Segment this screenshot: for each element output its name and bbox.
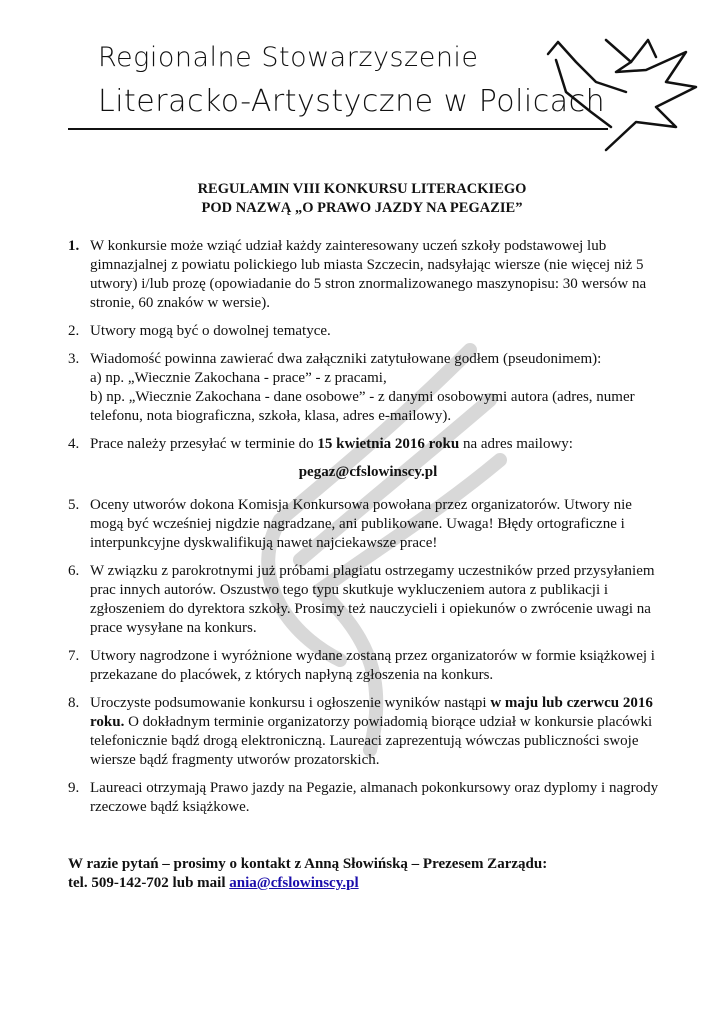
deadline-date: 15 kwietnia 2016 roku xyxy=(317,436,460,452)
rule-item xyxy=(68,647,668,685)
letterhead xyxy=(68,32,708,142)
contact-email-link[interactable]: ania@cfslowinscy.pl xyxy=(229,875,359,891)
rule-item xyxy=(68,496,668,553)
rule-number: 5. xyxy=(68,497,80,513)
rule-text: O dokładnym terminie organizatorzy powiadomią biorące udział w konkursie placówki telefonicznie bądź drogą elektroniczną. Laureaci zaprezentują wówczas publiczności swoje wiersze bądź fragmenty utworów prozatorskich. xyxy=(90,714,653,768)
rule-number: 9. xyxy=(68,780,80,796)
rule-item xyxy=(68,322,668,341)
pegasus-logo-icon xyxy=(536,32,701,152)
rule-number: 4. xyxy=(68,436,80,452)
contact-line: W razie pytań – prosimy o kontakt z Anną Słowińską – Prezesem Zarządu: xyxy=(68,856,548,872)
rule-number: 6. xyxy=(68,563,80,579)
rule-item xyxy=(68,562,668,638)
rule-number: 8. xyxy=(68,695,80,711)
rule-subitem-b: b) np. „Wiecznie Zakochana - dane osobowe” - z danymi osobowymi autora (adres, numer telefonu, nota biograficzna, szkoła, klasa, adres e-mailowy). xyxy=(90,389,635,424)
organization-name-line2: Literacko-Artystyczne w Policach xyxy=(98,84,606,119)
document-title xyxy=(0,180,724,218)
rule-item xyxy=(68,350,668,426)
rule-text: Laureaci otrzymają Prawo jazdy na Pegazie, almanach pokonkursowy oraz dyplomy i nagrody rzeczowe bądź książkowe. xyxy=(90,780,659,815)
rule-item xyxy=(68,435,668,454)
rule-text: na adres mailowy: xyxy=(459,436,573,452)
title-line1: REGULAMIN VIII KONKURSU LITERACKIEGO xyxy=(197,181,527,197)
rule-text: W konkursie może wziąć udział każdy zainteresowany uczeń szkoły podstawowej lub gimnazjalnej z powiatu polickiego lub miasta Szczecin, nadsyłając wiersze (nie więcej niż 5 utwory) i/lub prozę (opowiadanie do 5 stron znormalizowanego maszynopisu: 30 wersów na stronie, 60 znaków w wersie). xyxy=(90,238,647,311)
rule-text: Utwory mogą być o dowolnej tematyce. xyxy=(90,323,331,339)
rule-text: Wiadomość powinna zawierać dwa załączniki zatytułowane godłem (pseudonimem): xyxy=(90,351,602,367)
rule-number: 3. xyxy=(68,351,80,367)
rule-text: Prace należy przesyłać w terminie do xyxy=(90,436,318,452)
title-line2: POD NAZWĄ „O PRAWO JAZDY NA PEGAZIE” xyxy=(201,200,523,216)
rules-list xyxy=(68,237,668,826)
contact-phone-line xyxy=(68,874,688,893)
rule-item xyxy=(68,237,668,313)
rule-number: 7. xyxy=(68,648,80,664)
contact-footer xyxy=(68,855,688,893)
rule-number: 2. xyxy=(68,323,80,339)
phone-text: tel. 509-142-702 lub mail xyxy=(68,875,230,891)
submission-email: pegaz@cfslowinscy.pl xyxy=(298,464,438,480)
rule-subitem-a: a) np. „Wiecznie Zakochana - prace” - z pracami, xyxy=(90,370,387,386)
header-rule xyxy=(68,128,608,130)
organization-name-line1: Regionalne Stowarzyszenie xyxy=(98,42,479,73)
rule-text: Oceny utworów dokona Komisja Konkursowa powołana przez organizatorów. Utwory nie mogą być wcześniej nigdzie nagradzane, ani publikowane. Uwaga! Błędy ortograficzne i interpunkcyjne dyskwalifikują nawet najciekawsze prace! xyxy=(90,497,632,551)
rule-text: W związku z parokrotnymi już próbami plagiatu ostrzegamy uczestników przed przysyłaniem prac innych autorów. Oszustwo tego typu skutkuje wykluczeniem autora z publikacji i zgłoszeniem do dyrektora szkoły. Prosimy też nauczycieli i opiekunów o zwrócenie uwagi na prace wysyłane na konkurs. xyxy=(90,563,655,636)
rule-text: Utwory nagrodzone i wyróżnione wydane zostaną przez organizatorów w formie książkowej i przekazane do placówek, z których napłyną zgłoszenia na konkurs. xyxy=(90,648,655,683)
rule-number: 1. xyxy=(68,238,80,254)
rule-text: Uroczyste podsumowanie konkursu i ogłoszenie wyników nastąpi xyxy=(90,695,491,711)
rule-item xyxy=(68,694,668,770)
rule-item xyxy=(68,779,668,817)
ceremony-date: w maju lub czerwcu 2016 roku. xyxy=(90,695,653,730)
